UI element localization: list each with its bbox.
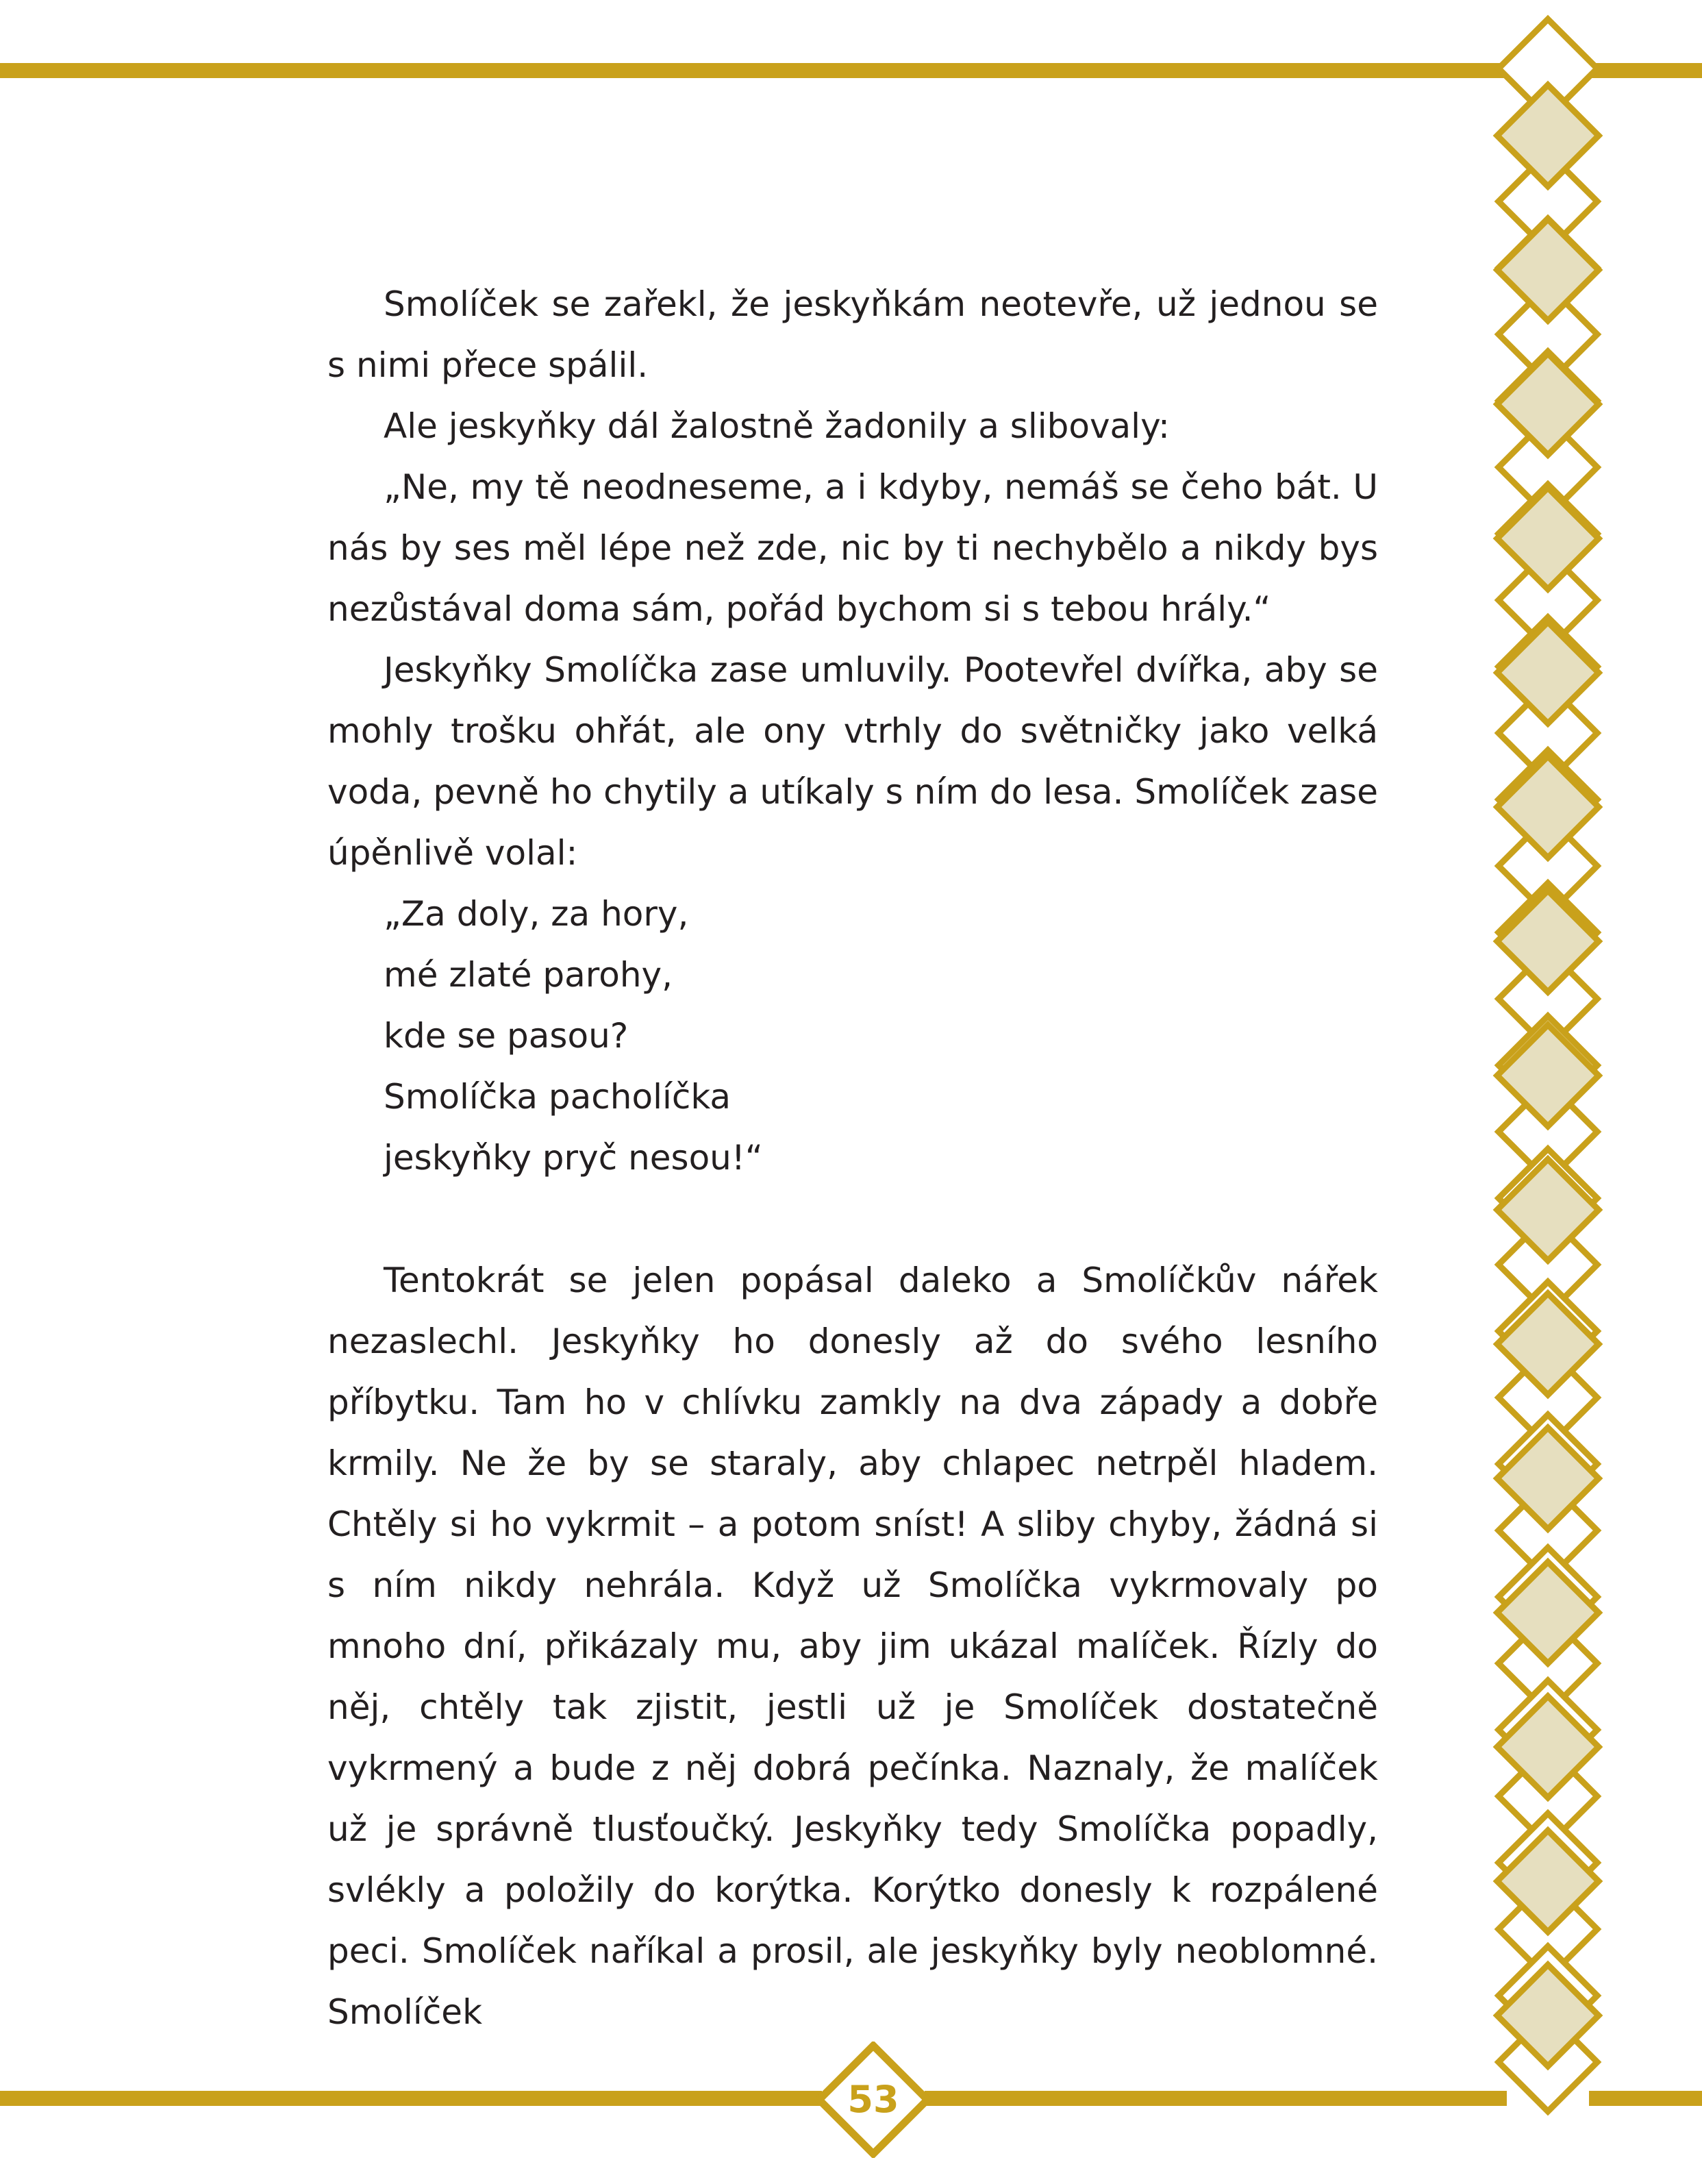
diamond-filled [1497, 85, 1599, 186]
closing-paragraph-block [327, 1250, 1378, 2043]
verse [327, 884, 1378, 1189]
diamond-border-ornament [1466, 0, 1630, 2184]
verse-line: jeskyňky pryč nesou!“ [384, 1138, 763, 1178]
bottom-rule-left [0, 2091, 822, 2106]
verse-line: Smolíčka pacholíčka [384, 1077, 731, 1117]
diamond-filled [1497, 1025, 1599, 1126]
verse-line: kde se pasou? [384, 1016, 629, 1056]
verse-line: mé zlaté parohy, [384, 955, 673, 995]
verse-line: „Za doly, za hory, [384, 894, 689, 934]
diamond-filled [1497, 756, 1599, 858]
top-rule-left [0, 63, 1507, 78]
diamond-filled [1497, 891, 1599, 992]
page-number: 53 [847, 2078, 899, 2121]
paragraph: Tentokrát se jelen popásal daleko a Smolíčkův nářek nezaslechl. Jeskyňky ho donesly až do svého lesního příbytku. Tam ho v chlívku zamkly na dva západy a dobře krmily. Ne že by se staraly, aby chlapec netrpěl hladem. Chtěly si ho vykrmit – a potom sníst! A sliby chyby, žádná si s ním nikdy nehrála. Když už Smolíčka vykrmovaly po mnoho dní, přikázaly mu, aby jim ukázal malíček. Řízly do něj, chtěly tak zjistit, jestli už je Smolíček dostatečně vykrmený a bude z něj dobrá pečínka. Naznaly, že malíček už je správně tlusťoučký. Jeskyňky tedy Smolíčka popadly, svlékly a položily do korýtka. Korýtko donesly k rozpálené peci. Smolíček naříkal a prosil, ale jeskyňky byly neoblomné. Smolíček [327, 1261, 1378, 2032]
paragraph: Smolíček se zařekl, že jeskyňkám neotevře, už jednou se s nimi přece spálil. [327, 284, 1378, 385]
paragraph: Jeskyňky Smolíčka zase umluvily. Pootevřel dvířka, aby se mohly trošku ohřát, ale ony vtrhly do světničky jako velká voda, pevně ho chytily a utíkaly s ním do lesa. Smolíček zase úpěnlivě volal: [327, 650, 1378, 873]
diamond-filled [1497, 1159, 1599, 1261]
diamond-filled [1497, 488, 1599, 589]
diamond-filled [1497, 622, 1599, 723]
paragraph: „Ne, my tě neodneseme, a i kdyby, nemáš se čeho bát. U nás by ses měl lépe než zde, nic by ti nechybělo a nikdy bys nezůstával doma sám, pořád bychom si s tebou hrály.“ [327, 467, 1378, 629]
diamond-filled [1497, 353, 1599, 455]
page-number-badge [815, 2042, 931, 2158]
paragraph: Ale jeskyňky dál žalostně žadonily a slibovaly: [384, 406, 1170, 446]
opening-paragraphs [327, 274, 1378, 884]
bottom-rule-middle [925, 2091, 1507, 2106]
diamond-filled [1497, 219, 1599, 321]
